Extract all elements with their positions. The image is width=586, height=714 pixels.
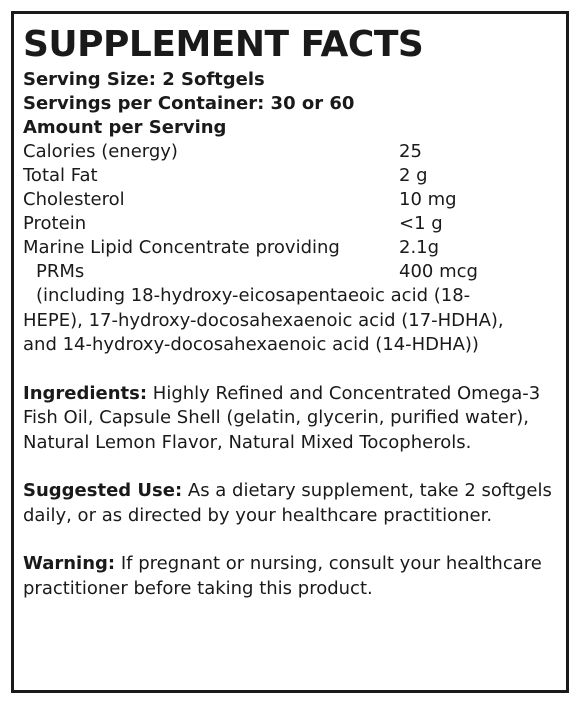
panel-title: SUPPLEMENT FACTS (23, 24, 424, 65)
serving-size: Serving Size: 2 Softgels (23, 69, 265, 90)
warning-label: Warning: (23, 553, 116, 574)
supplement-facts-panel (11, 11, 569, 693)
warning-paragraph (23, 552, 553, 601)
nutrient-label: Calories (energy) (23, 141, 178, 162)
ingredients-text: Highly Refined and Concentrated Omega-3 Fish Oil, Capsule Shell (gelatin, glycerin, purified water), Natural Lemon Flavor, Natural Mixed Tocopherols. (23, 382, 541, 453)
nutrient-label: Protein (23, 213, 87, 234)
nutrient-row (23, 188, 563, 212)
ingredients-label: Ingredients: (23, 382, 148, 404)
ingredients-paragraph (23, 382, 553, 456)
nutrient-label: PRMs (36, 261, 85, 282)
nutrient-row (23, 140, 563, 164)
panel-content (23, 26, 563, 601)
suggested-use-paragraph (23, 479, 553, 528)
nutrient-value: 400 mcg (399, 261, 478, 282)
prm-note (23, 284, 556, 358)
nutrient-label: Cholesterol (23, 189, 125, 210)
nutrient-value: 2.1g (399, 237, 440, 258)
nutrient-label: Marine Lipid Concentrate providing (23, 237, 340, 258)
nutrient-value: 25 (399, 141, 422, 162)
nutrient-value: 2 g (399, 165, 428, 186)
nutrient-row (23, 212, 563, 236)
prm-note-rest: HEPE), 17-hydroxy-docosahexaenoic acid (17-HDHA), and 14-hydroxy-docosahexaenoic acid (14-HDHA)) (23, 309, 504, 355)
warning-text: If pregnant or nursing, consult your healthcare practitioner before taking this product. (23, 553, 542, 599)
suggested-use-text: As a dietary supplement, take 2 softgels daily, or as directed by your healthcare practitioner. (23, 480, 552, 526)
nutrient-row (23, 236, 563, 260)
nutrient-value: 10 mg (399, 189, 457, 210)
suggested-use-label: Suggested Use: (23, 480, 183, 501)
prm-note-line1: (including 18-hydroxy-eicosapentaeoic acid (18- (36, 285, 471, 306)
nutrient-row (23, 260, 563, 284)
nutrient-value: <1 g (399, 213, 443, 234)
servings-per-container: Servings per Container: 30 or 60 (23, 93, 355, 114)
nutrient-label: Total Fat (23, 165, 98, 186)
amount-per-serving-heading: Amount per Serving (23, 117, 227, 138)
nutrient-row (23, 164, 563, 188)
